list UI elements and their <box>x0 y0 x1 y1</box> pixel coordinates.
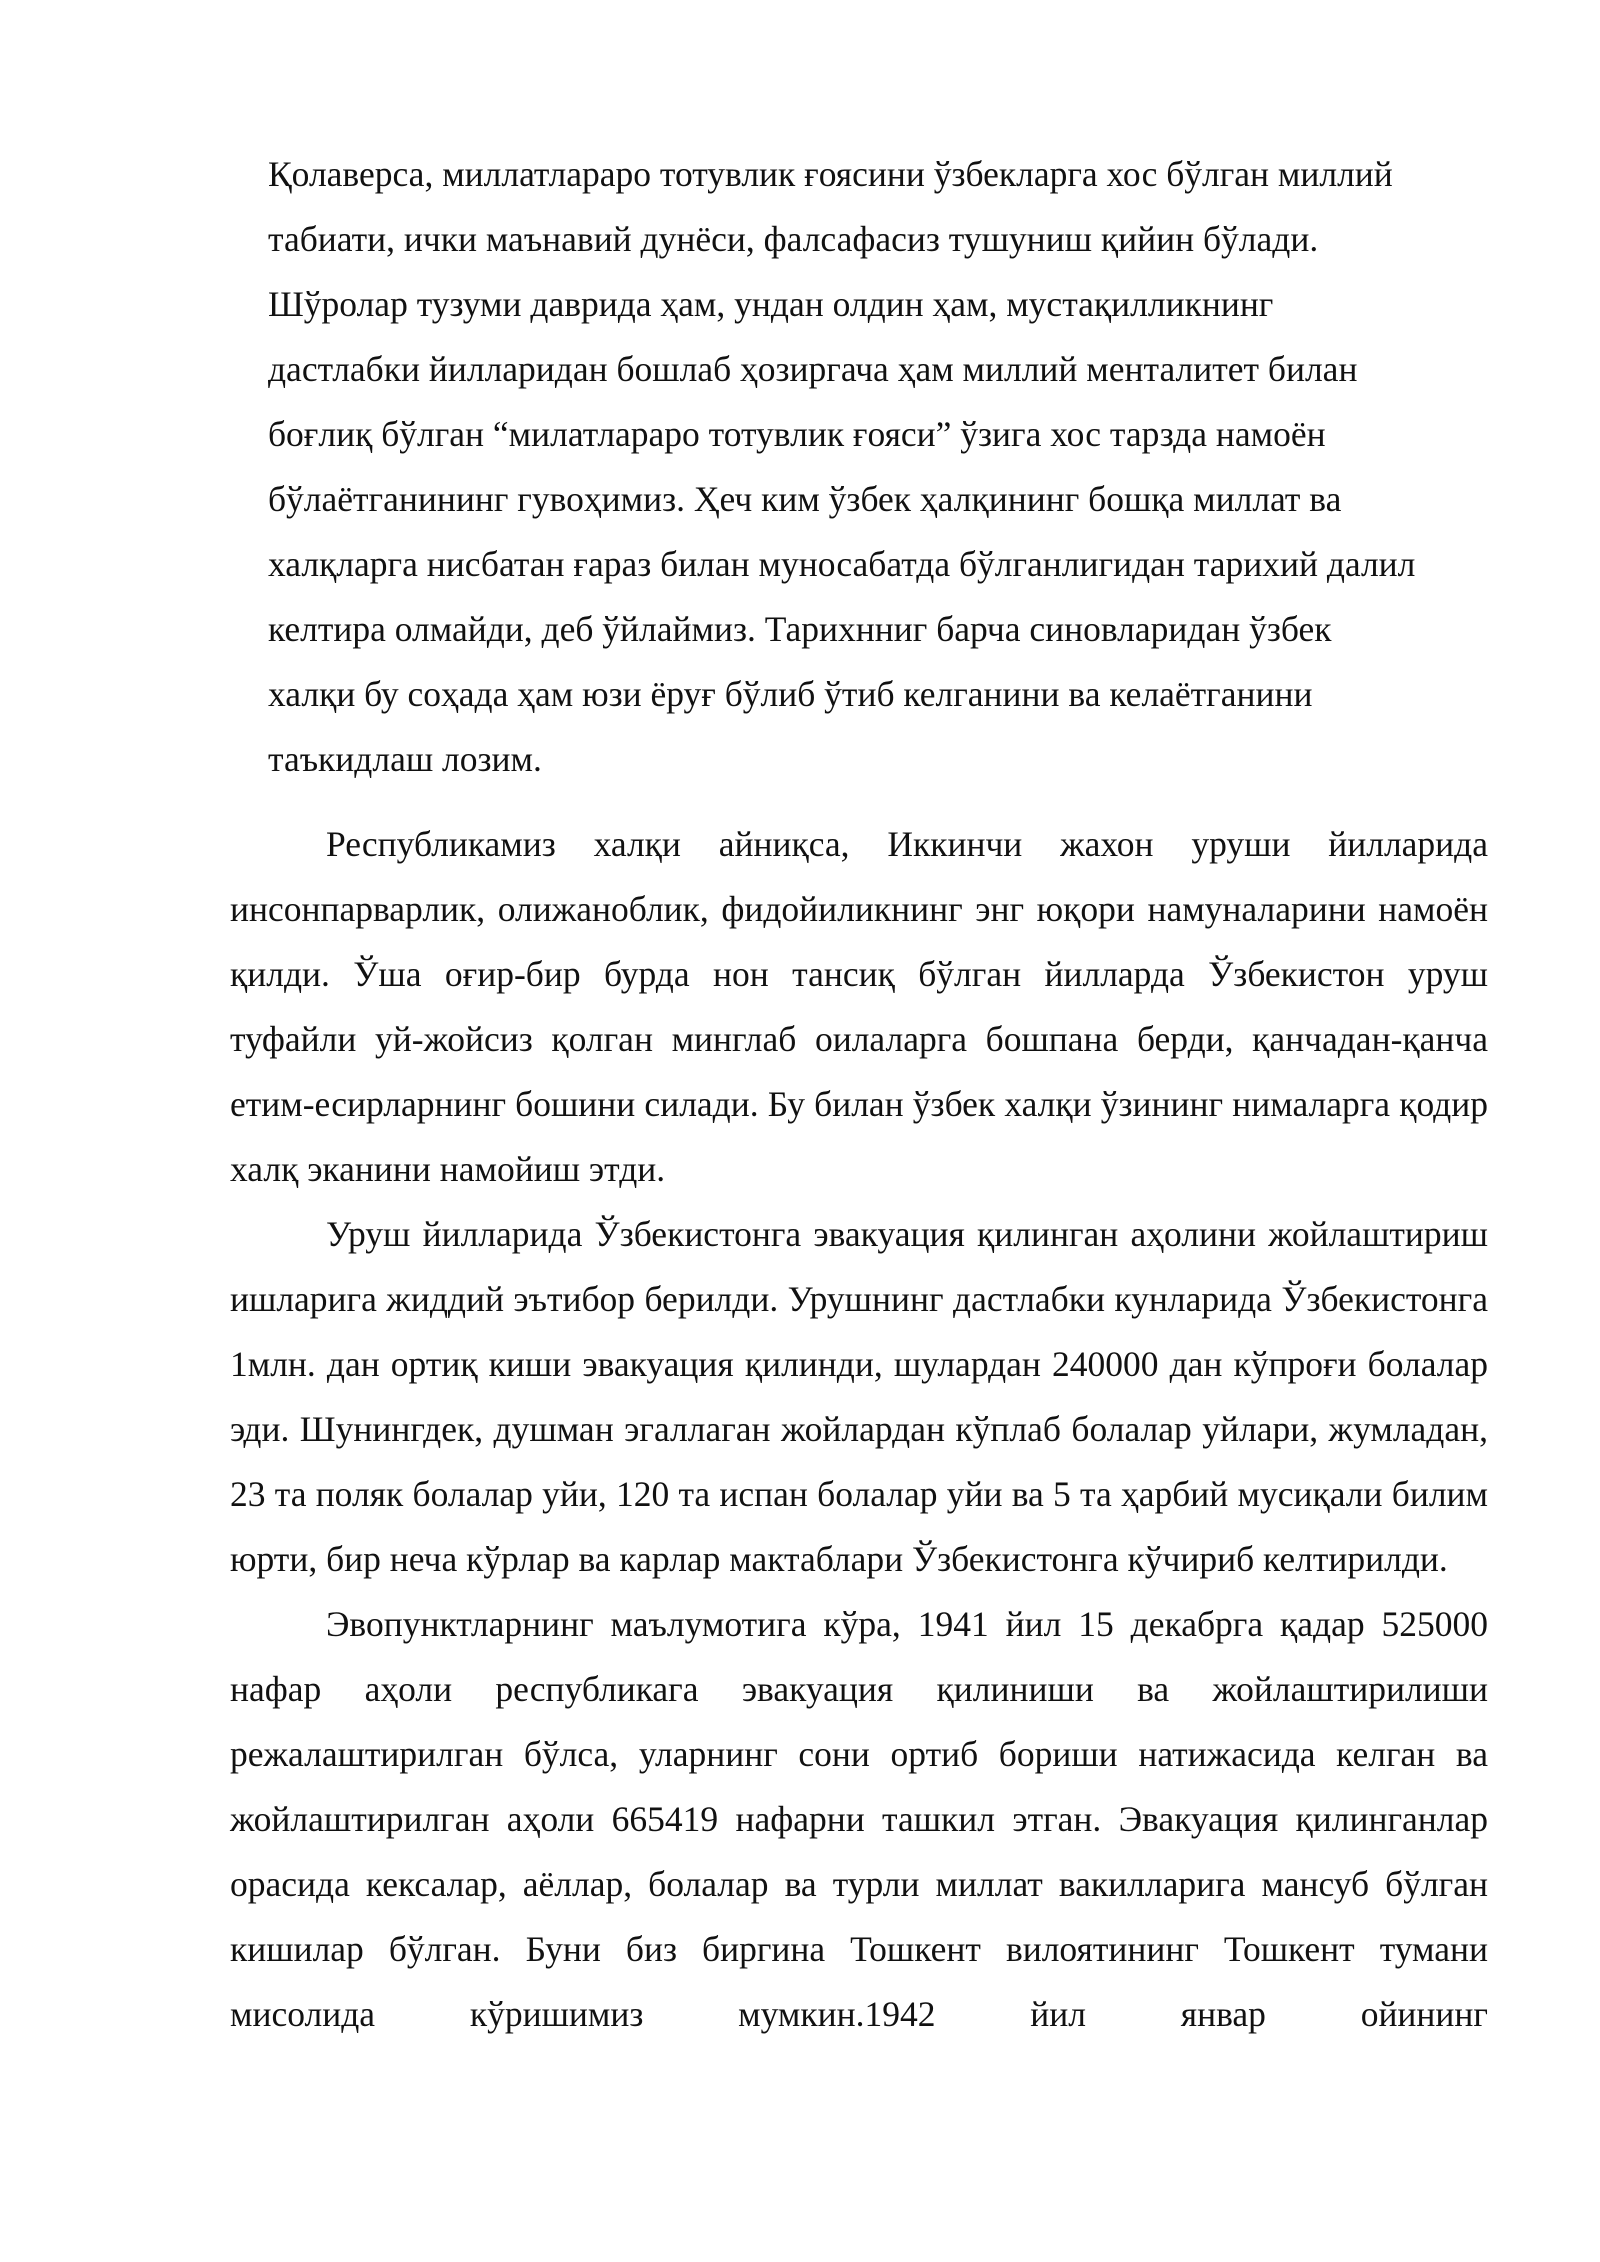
paragraph-republic-humanism: Республикамиз халқи айниқса, Иккинчи жахон уруши йилларида инсонпарварлик, олижаноблик, фидойиликнинг энг юқори намуналарини намоён қилди. Ўша оғир-бир бурда нон тансиқ бўлган йилларда Ўзбекистон уруш туфайли уй-жойсиз қолган минглаб оилаларга бошпана берди, қанчадан-қанча етим-есирларнинг бошини силади. Бу билан ўзбек халқи ўзининг нималарга қодир халқ эканини намойиш этди. <box>230 824 1488 1189</box>
text-line: бўлаётганининг гувоҳимиз. Ҳеч ким ўзбек ҳалқининг бошқа миллат ва <box>268 479 1342 519</box>
text-line: дастлабки йилларидан бошлаб ҳозиргача ҳам миллий менталитет билан <box>268 349 1358 389</box>
text-line: Қолаверса, миллатлараро тотувлик ғоясини ўзбекларга хос бўлган миллий <box>268 154 1393 194</box>
text-line: келтира олмайди, деб ўйлаймиз. Тарихнниг барча синовларидан ўзбек <box>268 609 1332 649</box>
text-line: халқи бу соҳада ҳам юзи ёруғ бўлиб ўтиб келганини ва келаётганини <box>268 674 1313 714</box>
text-line: халқларга нисбатан ғараз билан муносабатда бўлганлигидан тарихий далил <box>268 544 1416 584</box>
text-line: боғлиқ бўлган “милатлараро тотувлик ғояси” ўзига хос тарзда намоён <box>268 414 1326 454</box>
paragraph-evacuation-statistics: Эвопунктларнинг маълумотига кўра, 1941 йил 15 декабрга қадар 525000 нафар аҳоли республикага эвакуация қилиниши ва жойлаштирилиши режалаштирилган бўлса, уларнинг сони ортиб бориши натижасида келган ва жойлаштирилган аҳоли 665419 нафарни ташкил этган. Эвакуация қилинганлар орасида кексалар, аёллар, болалар ва турли миллат вакилларига мансуб бўлган кишилар бўлган. Буни биз биргина Тошкент вилоятининг Тошкент тумани мисолида кўришимиз мумкин.1942 йил январ ойининг <box>230 1604 1488 2034</box>
text-line: Шўролар тузуми даврида ҳам, ундан олдин ҳам, мустақилликнинг <box>268 284 1274 324</box>
text-line: табиати, ички маънавий дунёси, фалсафасиз тушуниш қийин бўлади. <box>268 219 1319 259</box>
paragraph-evacuation-placement: Уруш йилларида Ўзбекистонга эвакуация қилинган аҳолини жойлаштириш ишларига жиддий эътибор берилди. Урушнинг дастлабки кунларида Ўзбекистонга 1млн. дан ортиқ киши эвакуация қилинди, шулардан 240000 дан кўпроғи болалар эди. Шунингдек, душман эгаллаган жойлардан кўплаб болалар уйлари, жумладан, 23 та поляк болалар уйи, 120 та испан болалар уйи ва 5 та ҳарбий мусиқали билим юрти, бир неча кўрлар ва карлар мактаблари Ўзбекистонга кўчириб келтирилди. <box>230 1214 1488 1579</box>
text-line: таъкидлаш лозим. <box>268 739 542 779</box>
body-text <box>230 812 1488 2047</box>
indented-text-block <box>268 142 1508 792</box>
